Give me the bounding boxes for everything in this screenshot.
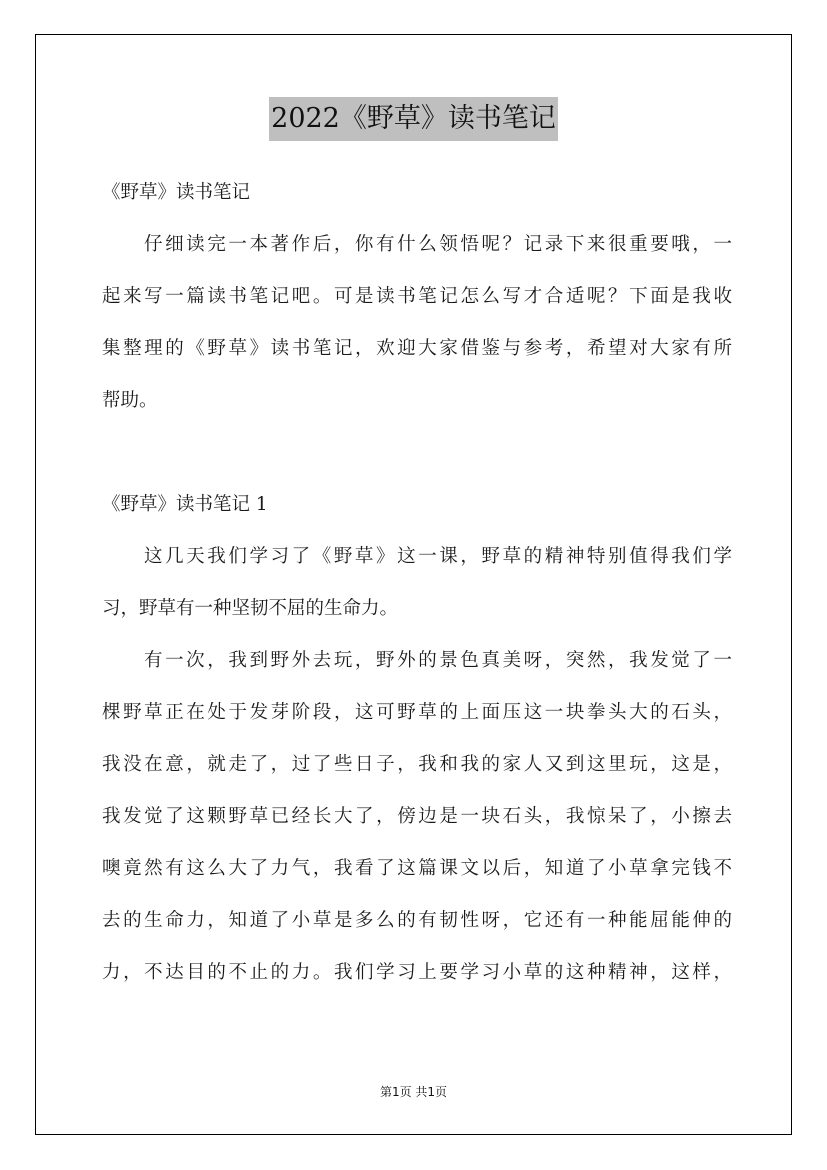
paragraph-spacer <box>102 427 732 479</box>
intro-line-3: 集整理的《野草》读书笔记，欢迎大家借鉴与参考，希望对大家有所 <box>102 338 732 359</box>
title-container <box>0 97 827 141</box>
section1-para2-line-5: 噢竟然有这么大了力气，我看了这篇课文以后，知道了小草拿完钱不 <box>102 858 732 879</box>
intro-line-2: 起来写一篇读书笔记吧。可是读书笔记怎么写才合适呢？下面是我收 <box>102 286 732 307</box>
section1-para2-line-4: 我发觉了这颗野草已经长大了，傍边是一块石头，我惊呆了，小擦去 <box>102 806 732 827</box>
intro-heading: 《野草》读书笔记 <box>102 182 251 203</box>
section1-heading: 《野草》读书笔记 1 <box>102 494 268 515</box>
section1-para2-line-6: 去的生命力，知道了小草是多么的有韧性呀，它还有一种能屈能伸的 <box>102 910 732 931</box>
section1-para1-line-2: 习，野草有一种坚韧不屈的生命力。 <box>102 598 399 619</box>
section1-para2-line-1: 有一次，我到野外去玩，野外的景色真美呀，突然，我发觉了一 <box>144 650 732 671</box>
section1-para2-line-7: 力，不达目的不止的力。我们学习上要学习小草的这种精神，这样， <box>102 962 732 983</box>
section1-para2-line-3: 我没在意，就走了，过了些日子，我和我的家人又到这里玩，这是， <box>102 754 732 775</box>
intro-line-1: 仔细读完一本著作后，你有什么领悟呢？记录下来很重要哦，一 <box>144 234 732 255</box>
page-footer: 第1页 共1页 <box>379 1085 448 1099</box>
document-title: 2022《野草》读书笔记 <box>269 97 558 141</box>
section1-para1-line-1: 这几天我们学习了《野草》这一课，野草的精神特别值得我们学 <box>144 546 732 567</box>
section1-para2-line-2: 棵野草正在处于发芽阶段，这可野草的上面压这一块拳头大的石头， <box>102 702 732 723</box>
document-body <box>102 167 732 999</box>
intro-line-4: 帮助。 <box>102 390 158 411</box>
